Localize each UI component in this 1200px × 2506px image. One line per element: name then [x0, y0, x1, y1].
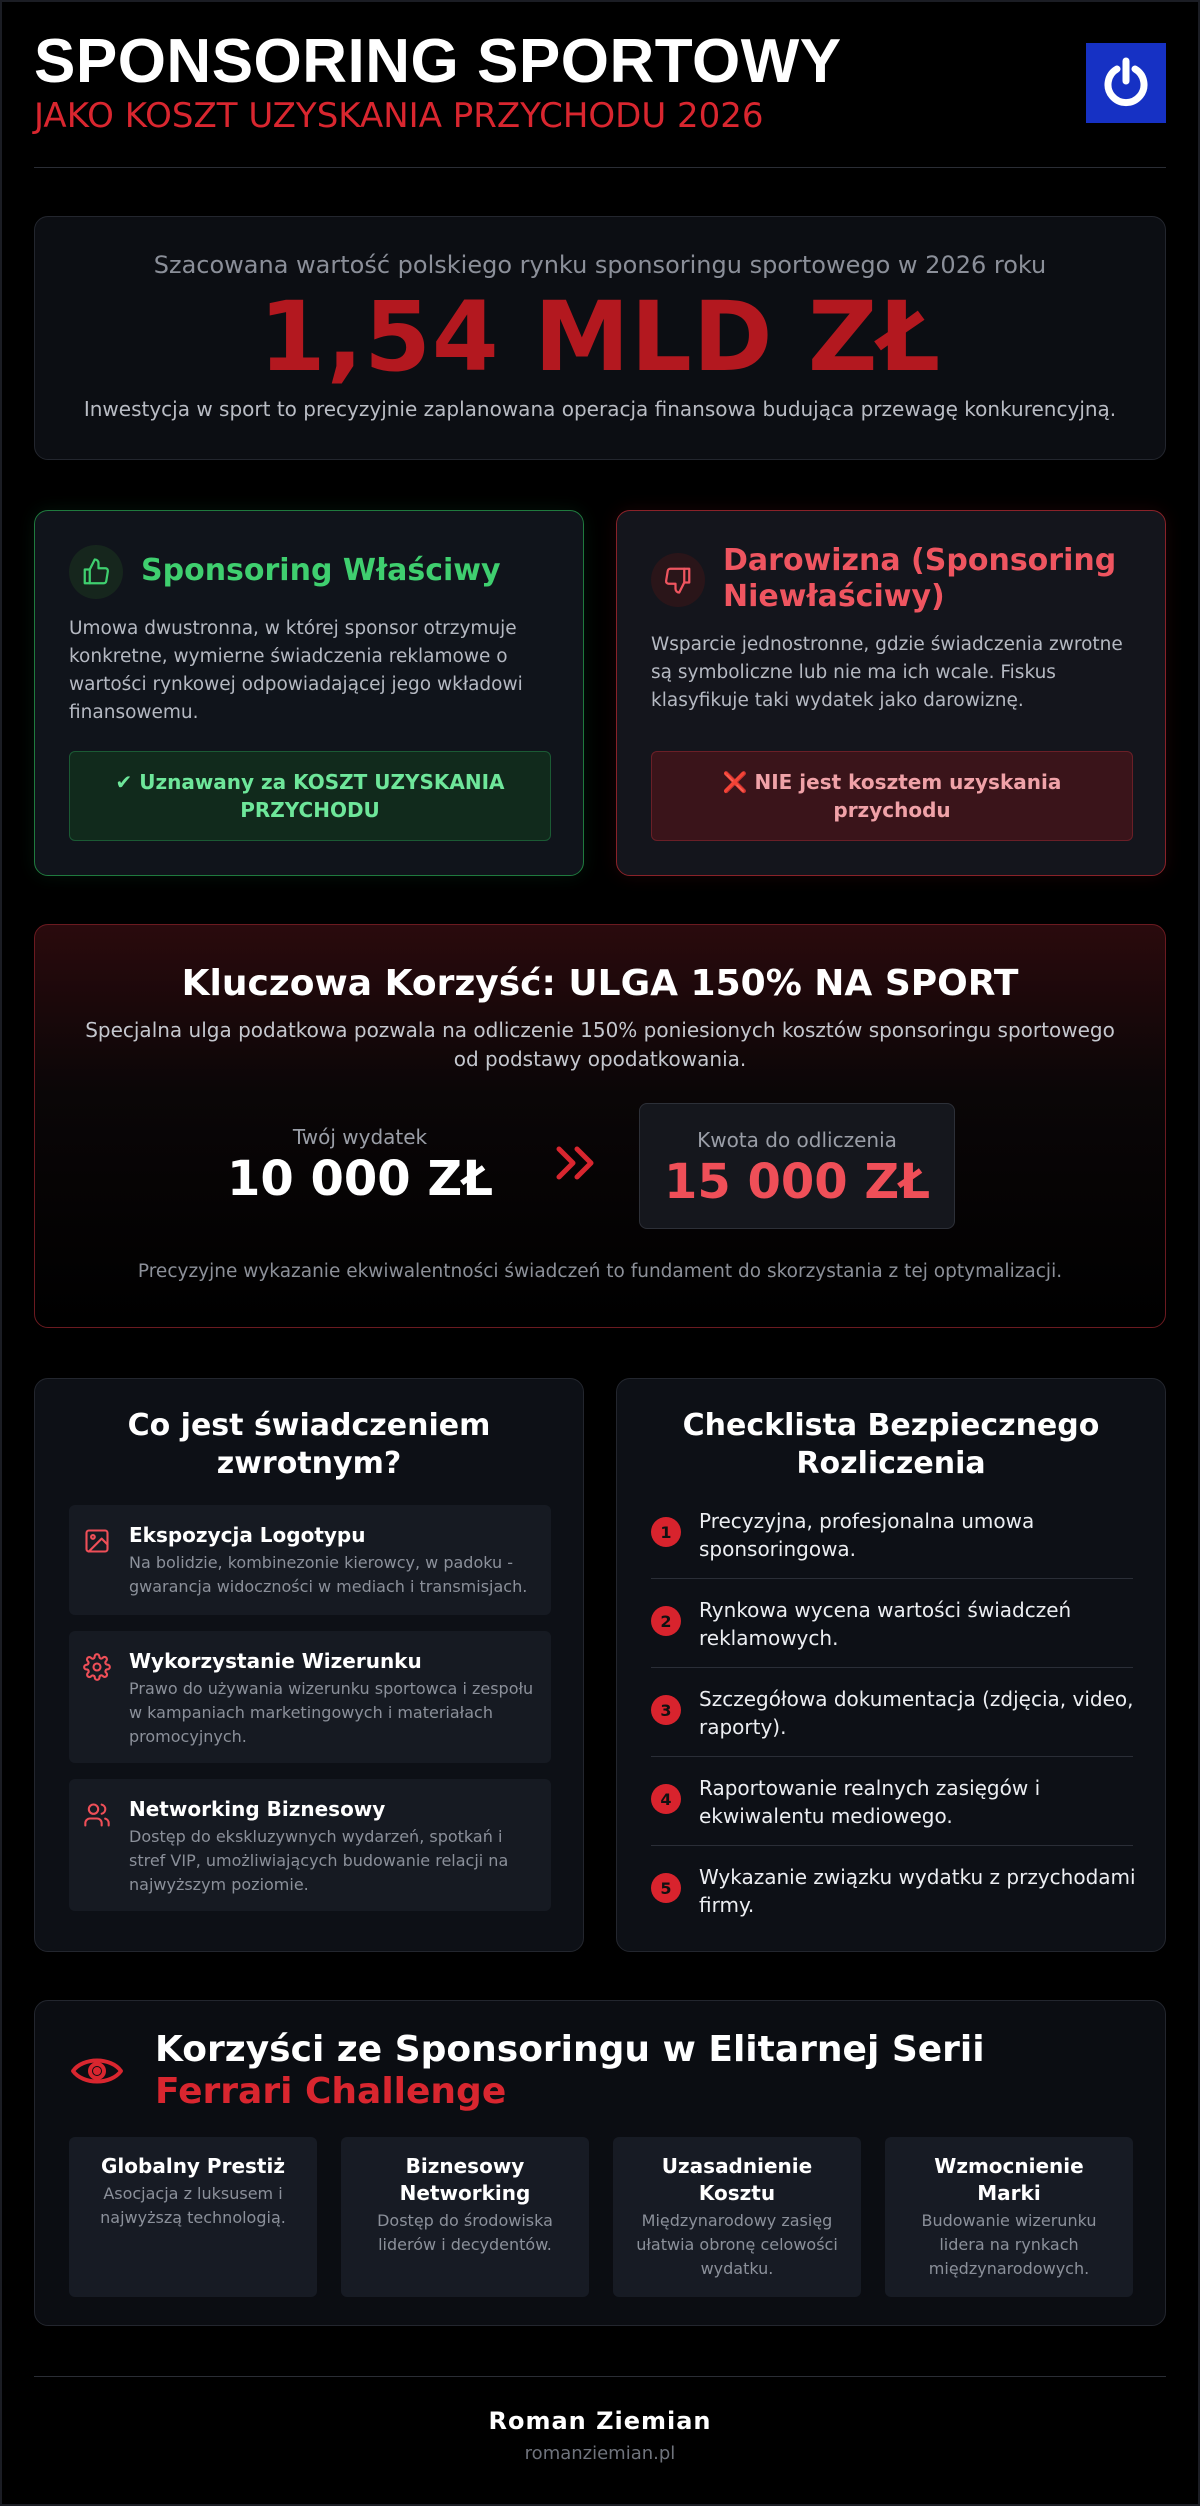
tile-title: Biznesowy Networking	[399, 2154, 531, 2205]
proper-sponsoring-description: Umowa dwustronna, w której sponsor otrzymuje konkretne, wymierne świadczenia reklamowe o wartości rynkowej odpowiadającej jego wkładowi finansowemu.	[69, 618, 523, 723]
benefit-title: Wykorzystanie Wizerunku	[129, 1649, 422, 1673]
proper-sponsoring-card	[34, 510, 584, 876]
ferrari-challenge-card	[34, 2000, 1166, 2326]
checklist-number: 1	[651, 1517, 681, 1547]
donation-title: Darowizna (Sponsoring Niewłaściwy)	[723, 543, 1117, 614]
list-item	[69, 1631, 551, 1763]
expense-value: 10 000 ZŁ	[226, 1151, 494, 1207]
market-value: 1,54 MLD ZŁ	[258, 281, 942, 393]
author-name: Roman Ziemian	[488, 2407, 712, 2435]
donation-verdict: ❌ NIE jest kosztem uzyskania przychodu	[651, 751, 1133, 841]
footer	[34, 2376, 1166, 2486]
market-label: Szacowana wartość polskiego rynku sponsoringu sportowego w 2026 roku	[153, 251, 1047, 279]
thumbs-down-icon	[651, 553, 705, 607]
tile-description: Budowanie wizerunku lidera na rynkach międzynarodowych.	[921, 2211, 1097, 2278]
relief-description: Specjalna ulga podatkowa pozwala na odliczenie 150% poniesionych kosztów sponsoringu sportowego od podstawy opodatkowania.	[85, 1018, 1115, 1071]
ferrari-title: Korzyści ze Sponsoringu w Elitarnej Serii	[155, 2029, 985, 2070]
ferrari-tile	[885, 2137, 1133, 2297]
market-value-card	[34, 216, 1166, 460]
checklist-card	[616, 1378, 1166, 1952]
checklist-number: 2	[651, 1606, 681, 1636]
benefit-title: Networking Biznesowy	[129, 1797, 386, 1821]
expense-label: Twój wydatek	[292, 1125, 428, 1149]
return-benefits-title: Co jest świadczeniem zwrotnym?	[127, 1408, 491, 1481]
page-title: SPONSORING SPORTOWY	[34, 27, 842, 96]
header	[34, 28, 1166, 168]
deduction-value: 15 000 ZŁ	[663, 1154, 931, 1210]
deduction-label: Kwota do odliczenia	[697, 1128, 897, 1152]
checklist-item	[651, 1770, 1133, 1846]
gear-icon	[83, 1653, 111, 1685]
relief-card	[34, 924, 1166, 1328]
list-item	[69, 1779, 551, 1911]
checklist-number: 3	[651, 1695, 681, 1725]
tile-description: Asocjacja z luksusem i najwyższą technologią.	[100, 2184, 286, 2227]
proper-sponsoring-verdict: ✔ Uznawany za KOSZT UZYSKANIA PRZYCHODU	[69, 751, 551, 841]
ferrari-tile	[613, 2137, 861, 2297]
deduction-block	[639, 1103, 955, 1229]
benefit-description: Dostęp do ekskluzywnych wydarzeń, spotkań i stref VIP, umożliwiających budowanie relacji na najwyższym poziomie.	[129, 1827, 509, 1894]
ferrari-tile	[341, 2137, 589, 2297]
checklist-title: Checklista Bezpiecznego Rozliczenia	[682, 1408, 1100, 1481]
list-item	[69, 1505, 551, 1615]
checklist-item	[651, 1859, 1136, 1935]
tile-title: Wzmocnienie Marki	[934, 2154, 1084, 2205]
benefit-title: Ekspozycja Logotypu	[129, 1523, 366, 1547]
proper-sponsoring-title: Sponsoring Właściwy	[141, 553, 501, 588]
benefit-description: Na bolidzie, kombinezonie kierowcy, w padoku - gwarancja widoczności w mediach i transmisjach.	[129, 1553, 528, 1596]
author-website-link[interactable]: romanziemian.pl	[524, 2443, 676, 2464]
tile-description: Dostęp do środowiska liderów i decydentów.	[377, 2211, 553, 2254]
checklist-text: Precyzyjna, profesjonalna umowa sponsoringowa.	[699, 1509, 1035, 1561]
donation-description: Wsparcie jednostronne, gdzie świadczenia zwrotne są symboliczne lub nie ma ich wcale. Fiskus klasyfikuje taki wydatek jako darowiznę.	[651, 634, 1123, 711]
checklist-item	[651, 1681, 1133, 1757]
chevrons-right-icon	[553, 1143, 601, 1187]
relief-footnote: Precyzyjne wykazanie ekwiwalentności świadczeń to fundament do skorzystania z tej optymalizacji.	[137, 1261, 1063, 1282]
benefit-description: Prawo do używania wizerunku sportowca i zespołu w kampaniach marketingowych i materiałach promocyjnych.	[129, 1679, 534, 1746]
market-description: Inwestycja w sport to precyzyjnie zaplanowana operacja finansowa budująca przewagę konkurencyjną.	[83, 397, 1117, 421]
thumbs-up-icon	[69, 545, 123, 599]
checklist-number: 5	[651, 1873, 681, 1903]
donation-card	[616, 510, 1166, 876]
checklist-text: Rynkowa wycena wartości świadczeń reklamowych.	[699, 1598, 1072, 1650]
tile-description: Międzynarodowy zasięg ułatwia obronę celowości wydatku.	[636, 2211, 838, 2278]
checklist-number: 4	[651, 1784, 681, 1814]
power-icon	[1086, 43, 1166, 123]
checklist-text: Raportowanie realnych zasięgów i ekwiwalentu mediowego.	[699, 1776, 1041, 1828]
checklist-text: Wykazanie związku wydatku z przychodami firmy.	[699, 1865, 1136, 1917]
tile-title: Globalny Prestiż	[101, 2154, 285, 2178]
relief-title: Kluczowa Korzyść: ULGA 150% NA SPORT	[181, 963, 1019, 1004]
image-icon	[83, 1527, 111, 1559]
ferrari-tile	[69, 2137, 317, 2297]
tile-title: Uzasadnienie Kosztu	[661, 2154, 813, 2205]
checklist-text: Szczegółowa dokumentacja (zdjęcia, video, raporty).	[699, 1687, 1134, 1739]
eye-target-icon	[69, 2049, 125, 2097]
page-subtitle: JAKO KOSZT UZYSKANIA PRZYCHODU 2026	[34, 96, 764, 136]
expense-block	[225, 1125, 495, 1207]
users-icon	[83, 1801, 111, 1833]
ferrari-subtitle: Ferrari Challenge	[155, 2071, 507, 2112]
checklist-item	[651, 1503, 1133, 1579]
return-benefits-card	[34, 1378, 584, 1952]
checklist-item	[651, 1592, 1133, 1668]
